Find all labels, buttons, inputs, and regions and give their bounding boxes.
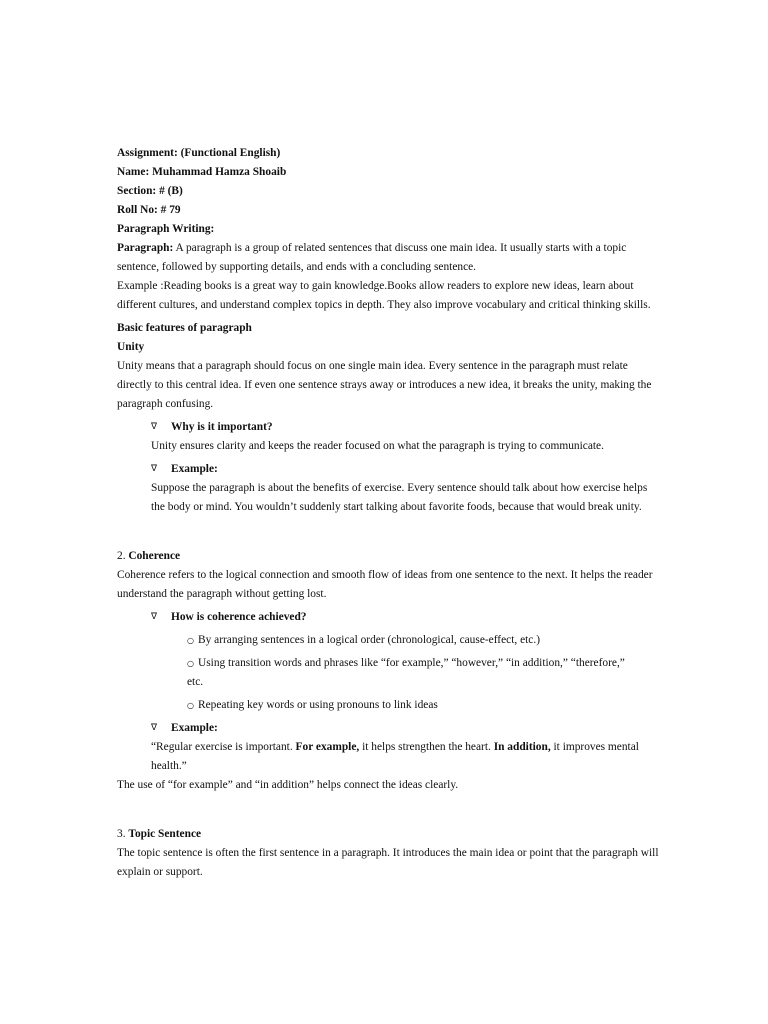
coherence-text: Coherence refers to the logical connection and smooth flow of ideas from one sentence to the next. It helps the reader understand the paragraph without getting lost. xyxy=(117,569,653,600)
topic-sentence-heading xyxy=(117,825,662,844)
coherence-closing: The use of “for example” and “in addition” helps connect the ideas clearly. xyxy=(117,779,459,791)
unity-points xyxy=(151,418,662,517)
coherence-how-item xyxy=(151,608,662,627)
quote-text: “Regular exercise is important. xyxy=(151,741,296,753)
arrow-bullet-icon: ∇ xyxy=(151,723,158,733)
quote-transition: In addition, xyxy=(493,741,551,753)
roll-number: Roll No: # 79 xyxy=(117,204,181,216)
circle-bullet-icon: ○ xyxy=(187,701,194,710)
student-name: Name: Muhammad Hamza Shoaib xyxy=(117,166,287,178)
coherence-quote xyxy=(151,738,662,757)
method-text: Repeating key words or using pronouns to link ideas xyxy=(198,699,438,711)
coherence-example-item xyxy=(151,719,662,738)
unity-text: Unity means that a paragraph should focus on one single main idea. Every sentence in the paragraph must relate directly to this central idea. If even one sentence strays away or introduces a new idea, it breaks the unity, making the paragraph confusing. xyxy=(117,360,652,410)
coherence-example xyxy=(151,719,662,776)
arrow-bullet-icon: ∇ xyxy=(151,422,158,432)
section-line: Section: # (B) xyxy=(117,185,183,197)
circle-bullet-icon: ○ xyxy=(187,636,194,645)
unity-why-label: Why is it important? xyxy=(171,421,273,433)
unity-why-text: Unity ensures clarity and keeps the reader focused on what the paragraph is trying to communicate. xyxy=(151,440,604,452)
arrow-bullet-icon: ∇ xyxy=(151,464,158,474)
coherence-methods xyxy=(187,631,662,715)
topic-sentence-number: 3. xyxy=(117,828,129,840)
method-item xyxy=(187,696,662,715)
unity-example-label: Example: xyxy=(171,463,218,475)
coherence-title: Coherence xyxy=(128,550,181,562)
features-heading: Basic features of paragraph xyxy=(117,322,252,334)
topic-heading: Paragraph Writing: xyxy=(117,223,215,235)
document-body xyxy=(117,144,662,882)
coherence-example-label: Example: xyxy=(171,722,218,734)
coherence-number: 2. xyxy=(117,550,129,562)
method-text: Using transition words and phrases like “for example,” “however,” “in addition,” “therefore,” xyxy=(198,657,625,669)
circle-bullet-icon: ○ xyxy=(187,659,194,668)
quote-transition: For example, xyxy=(295,741,360,753)
quote-text: it improves mental xyxy=(550,741,639,753)
unity-example-text: Suppose the paragraph is about the benefits of exercise. Every sentence should talk about how exercise helps the body or mind. You wouldn’t suddenly start talking about favorite foods, because that would break unity. xyxy=(151,482,648,513)
paragraph-definition-text: A paragraph is a group of related sentences that discuss one main idea. It usually starts with a topic sentence, followed by supporting details, and ends with a concluding sentence. xyxy=(117,242,627,273)
arrow-bullet-icon: ∇ xyxy=(151,612,158,622)
paragraph-definition xyxy=(117,239,662,277)
paragraph-label: Paragraph: xyxy=(117,242,174,254)
coherence-points xyxy=(151,608,662,627)
unity-example-item xyxy=(151,460,662,479)
quote-text: it helps strengthen the heart. xyxy=(359,741,494,753)
assignment-title: Assignment: (Functional English) xyxy=(117,147,281,159)
method-item xyxy=(187,654,662,673)
method-continuation: etc. xyxy=(187,676,204,688)
topic-sentence-text: The topic sentence is often the first sentence in a paragraph. It introduces the main idea or point that the paragraph will explain or support. xyxy=(117,847,659,878)
method-text: By arranging sentences in a logical order (chronological, cause-effect, etc.) xyxy=(198,634,540,646)
coherence-quote-end: health.” xyxy=(151,760,187,772)
unity-why-item xyxy=(151,418,662,437)
coherence-heading xyxy=(117,547,662,566)
method-item xyxy=(187,631,662,650)
topic-sentence-title: Topic Sentence xyxy=(128,828,202,840)
unity-heading: Unity xyxy=(117,341,145,353)
example-paragraph: Example :Reading books is a great way to gain knowledge.Books allow readers to explore new ideas, learn about different cultures, and understand complex topics in depth. They also improve vocabulary and critical thinking skills. xyxy=(117,280,651,311)
coherence-how-label: How is coherence achieved? xyxy=(171,611,307,623)
